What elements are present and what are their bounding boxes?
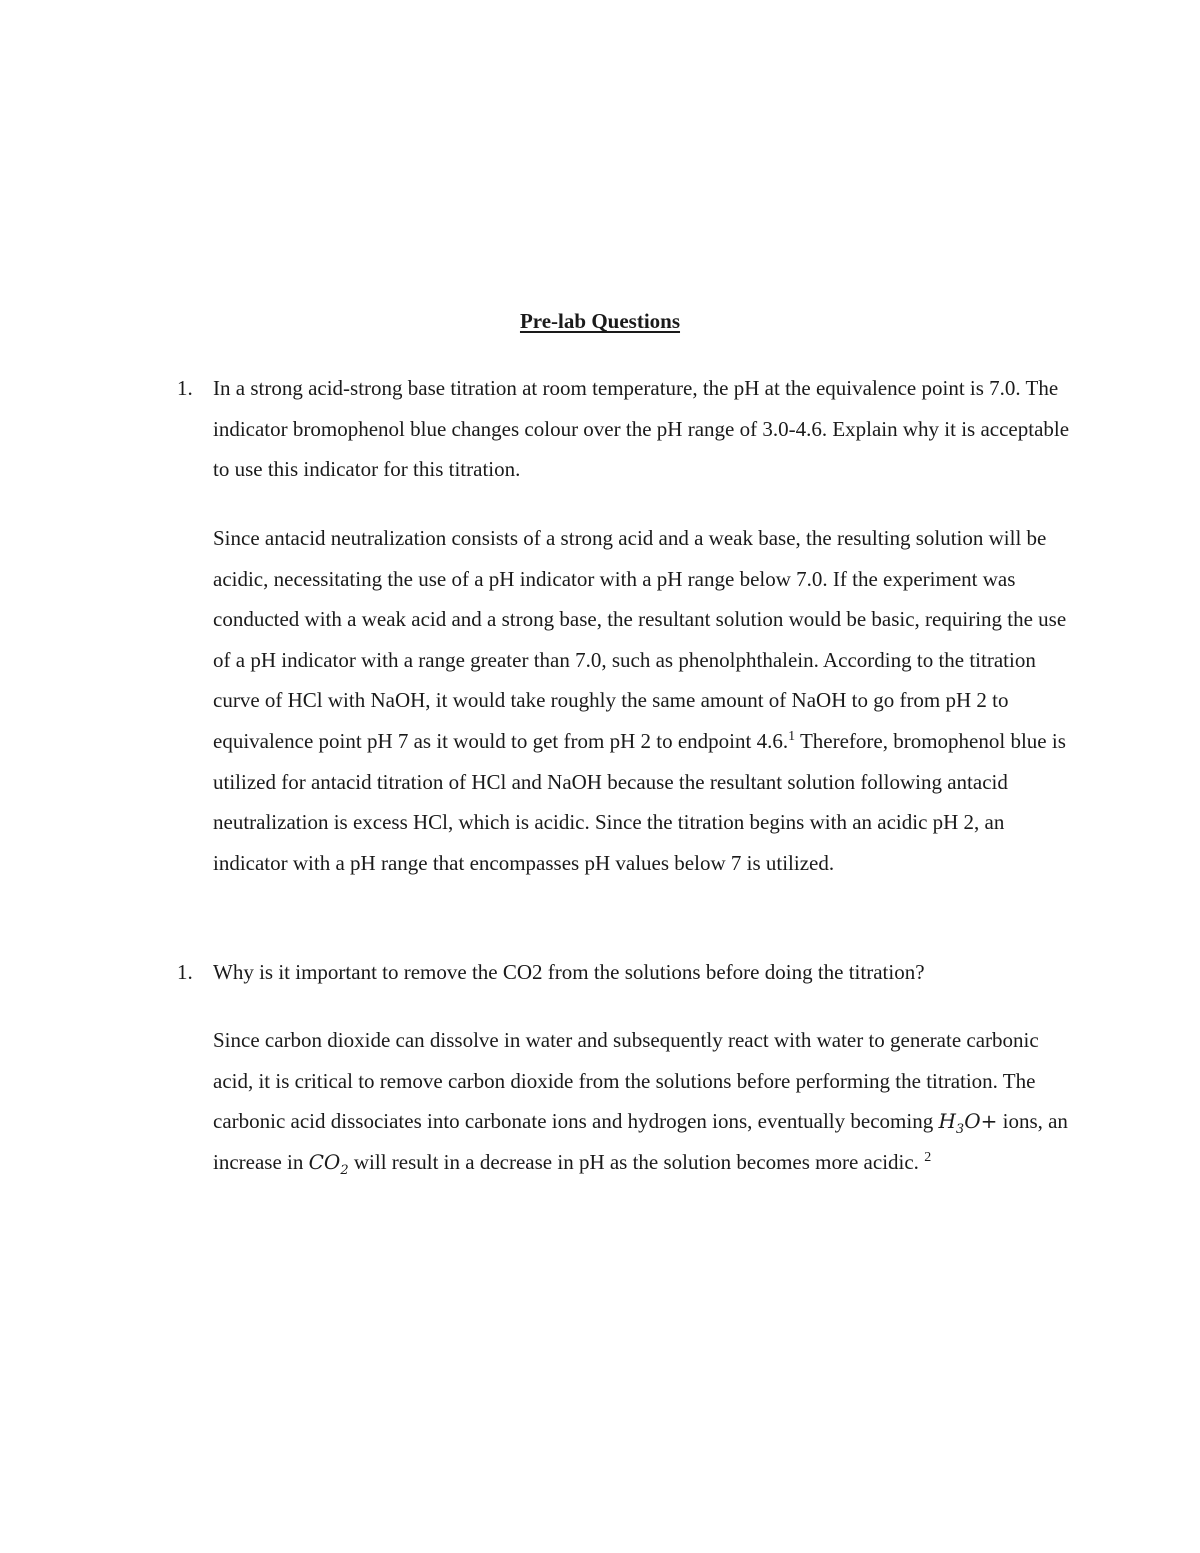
answer-2 <box>213 1020 1073 1182</box>
question-text: In a strong acid-strong base titration at room temperature, the pH at the equivalence point is 7.0. The indicator bromophenol blue changes colour over the pH range of 3.0-4.6. Explain why it is acceptable to use this indicator for this titration. <box>213 376 1070 482</box>
footnote-ref: 2 <box>924 1149 932 1165</box>
answer-text: Therefore, bromophenol blue is utilized for antacid titration of HCl and NaOH because the resultant solution following antacid neutralization is excess HCl, which is acidic. Since the titration begins with an acidic pH 2, an indicator with a pH range that encompasses pH values below 7 is utilized. <box>213 728 1066 875</box>
question-number: 1. <box>177 376 193 400</box>
math-base: H <box>938 1109 956 1134</box>
question-number: 1. <box>177 960 193 984</box>
footnote-ref: 1 <box>788 728 796 744</box>
answer-text: Since antacid neutralization consists of a strong acid and a weak base, the resulting solution will be acidic, necessitating the use of a pH indicator with a pH range below 7.0. If the experiment was conducted with a weak acid and a strong base, the resultant solution would be basic, requiring the use of a pH indicator with a range greater than 7.0, such as phenolphthalein. According to the titration curve of HCl with NaOH, it would take roughly the same amount of NaOH to go from pH 2 to equivalence point pH 7 as it would to get from pH 2 to endpoint 4.6. <box>213 526 1067 753</box>
answer-1 <box>213 518 1073 883</box>
math-subscript: 2 <box>340 1162 349 1178</box>
question-1 <box>177 368 1073 490</box>
question-2 <box>177 952 1073 993</box>
answer-text: ions, an increase in <box>213 1109 1068 1174</box>
math-expression <box>938 1109 998 1138</box>
math-tail: O+ <box>964 1109 998 1134</box>
math-subscript: 3 <box>955 1122 965 1138</box>
answer-text: Since carbon dioxide can dissolve in water and subsequently react with water to generate carbonic acid, it is critical to remove carbon dioxide from the solutions before performing the titration. The carbonic acid dissociates into carbonate ions and hydrogen ions, eventually becoming <box>213 1028 1039 1134</box>
page-title: Pre-lab Questions <box>519 309 681 333</box>
math-expression <box>308 1149 349 1178</box>
answer-text: will result in a decrease in pH as the solution becomes more acidic. <box>348 1149 925 1174</box>
question-text: Why is it important to remove the CO2 from the solutions before doing the titration? <box>213 960 925 984</box>
math-base: CO <box>308 1149 341 1174</box>
